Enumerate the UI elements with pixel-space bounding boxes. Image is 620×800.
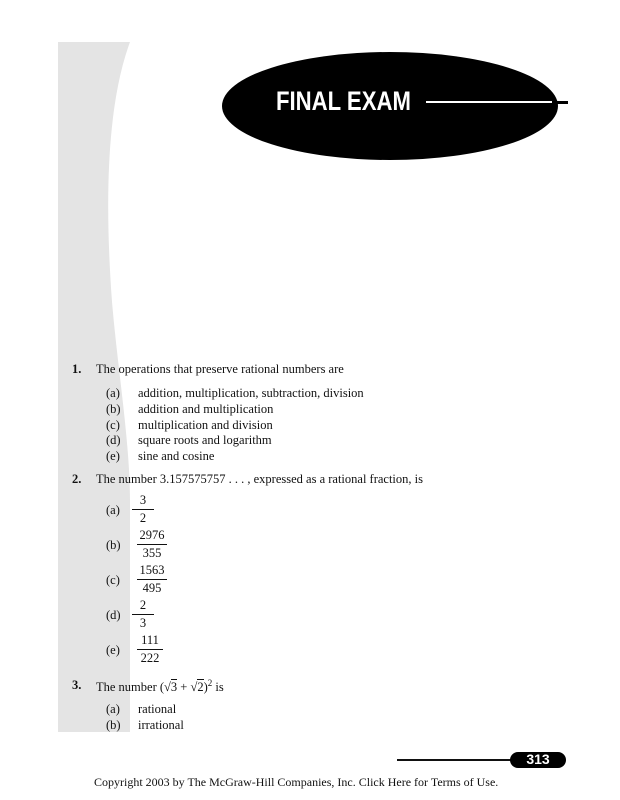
footer-rule [397, 759, 513, 761]
fraction-denominator: 3 [139, 616, 147, 630]
question-number: 2. [72, 472, 82, 486]
fraction-denominator: 495 [142, 581, 162, 595]
fraction-numerator: 2 [139, 598, 147, 612]
option-letter: (e) [106, 643, 120, 657]
question-prompt: The operations that preserve rational numbers are [96, 362, 344, 376]
page-number: 313 [526, 751, 550, 767]
fraction-numerator: 1563 [139, 563, 165, 577]
fraction-numerator: 2976 [139, 528, 165, 542]
question-prompt: The number 3.157575757 . . . , expressed as a rational fraction, is [96, 472, 423, 486]
option-text: multiplication and division [138, 418, 273, 432]
close-paren: ) [203, 680, 208, 695]
fraction [137, 563, 167, 596]
sqrt-symbol: √ [164, 680, 171, 695]
fraction-numerator: 3 [139, 493, 147, 507]
sqrt-radicand: 3 [170, 680, 178, 695]
option-letter: (b) [106, 718, 121, 732]
fraction [137, 528, 167, 561]
option-text: sine and cosine [138, 449, 215, 463]
option-letter: (a) [106, 702, 120, 716]
fraction-bar [137, 579, 167, 580]
option-letter: (e) [106, 449, 120, 463]
fraction-denominator: 2 [139, 511, 147, 525]
prompt-suffix: is [212, 680, 224, 695]
fraction [132, 598, 154, 631]
fraction-numerator: 111 [141, 633, 159, 647]
question-prompt [96, 678, 224, 695]
page-title: FINAL EXAM [276, 86, 411, 116]
option-text: square roots and logarithm [138, 433, 272, 447]
fraction-bar [137, 544, 167, 545]
fraction-denominator: 222 [140, 651, 160, 665]
option-letter: (a) [106, 386, 120, 400]
option-text: rational [138, 702, 177, 716]
fraction-bar [137, 649, 163, 650]
sqrt-symbol: √ [190, 680, 198, 695]
side-band-shape [58, 42, 132, 732]
sqrt-radicand: 2 [197, 680, 204, 695]
option-letter: (c) [106, 418, 120, 432]
option-letter: (c) [106, 573, 120, 587]
fraction [132, 493, 154, 526]
plus-sign: + [177, 680, 191, 695]
option-letter: (b) [106, 402, 121, 416]
option-text: addition and multiplication [138, 402, 274, 416]
header-rule-tail [552, 101, 568, 104]
fraction [137, 633, 163, 666]
question-number: 1. [72, 362, 82, 376]
option-letter: (d) [106, 433, 121, 447]
exponent: 2 [207, 678, 213, 688]
option-text: addition, multiplication, subtraction, division [138, 386, 364, 400]
prompt-prefix: The number ( [96, 680, 165, 695]
option-letter: (b) [106, 538, 121, 552]
option-text: irrational [138, 718, 184, 732]
header-rule [426, 101, 552, 103]
option-letter: (d) [106, 608, 121, 622]
question-number: 3. [72, 678, 82, 692]
copyright-link[interactable]: Copyright 2003 by The McGraw-Hill Companies, Inc. Click Here for Terms of Use. [94, 775, 499, 789]
fraction-bar [132, 614, 154, 615]
fraction-denominator: 355 [142, 546, 162, 560]
option-letter: (a) [106, 503, 120, 517]
fraction-bar [132, 509, 154, 510]
